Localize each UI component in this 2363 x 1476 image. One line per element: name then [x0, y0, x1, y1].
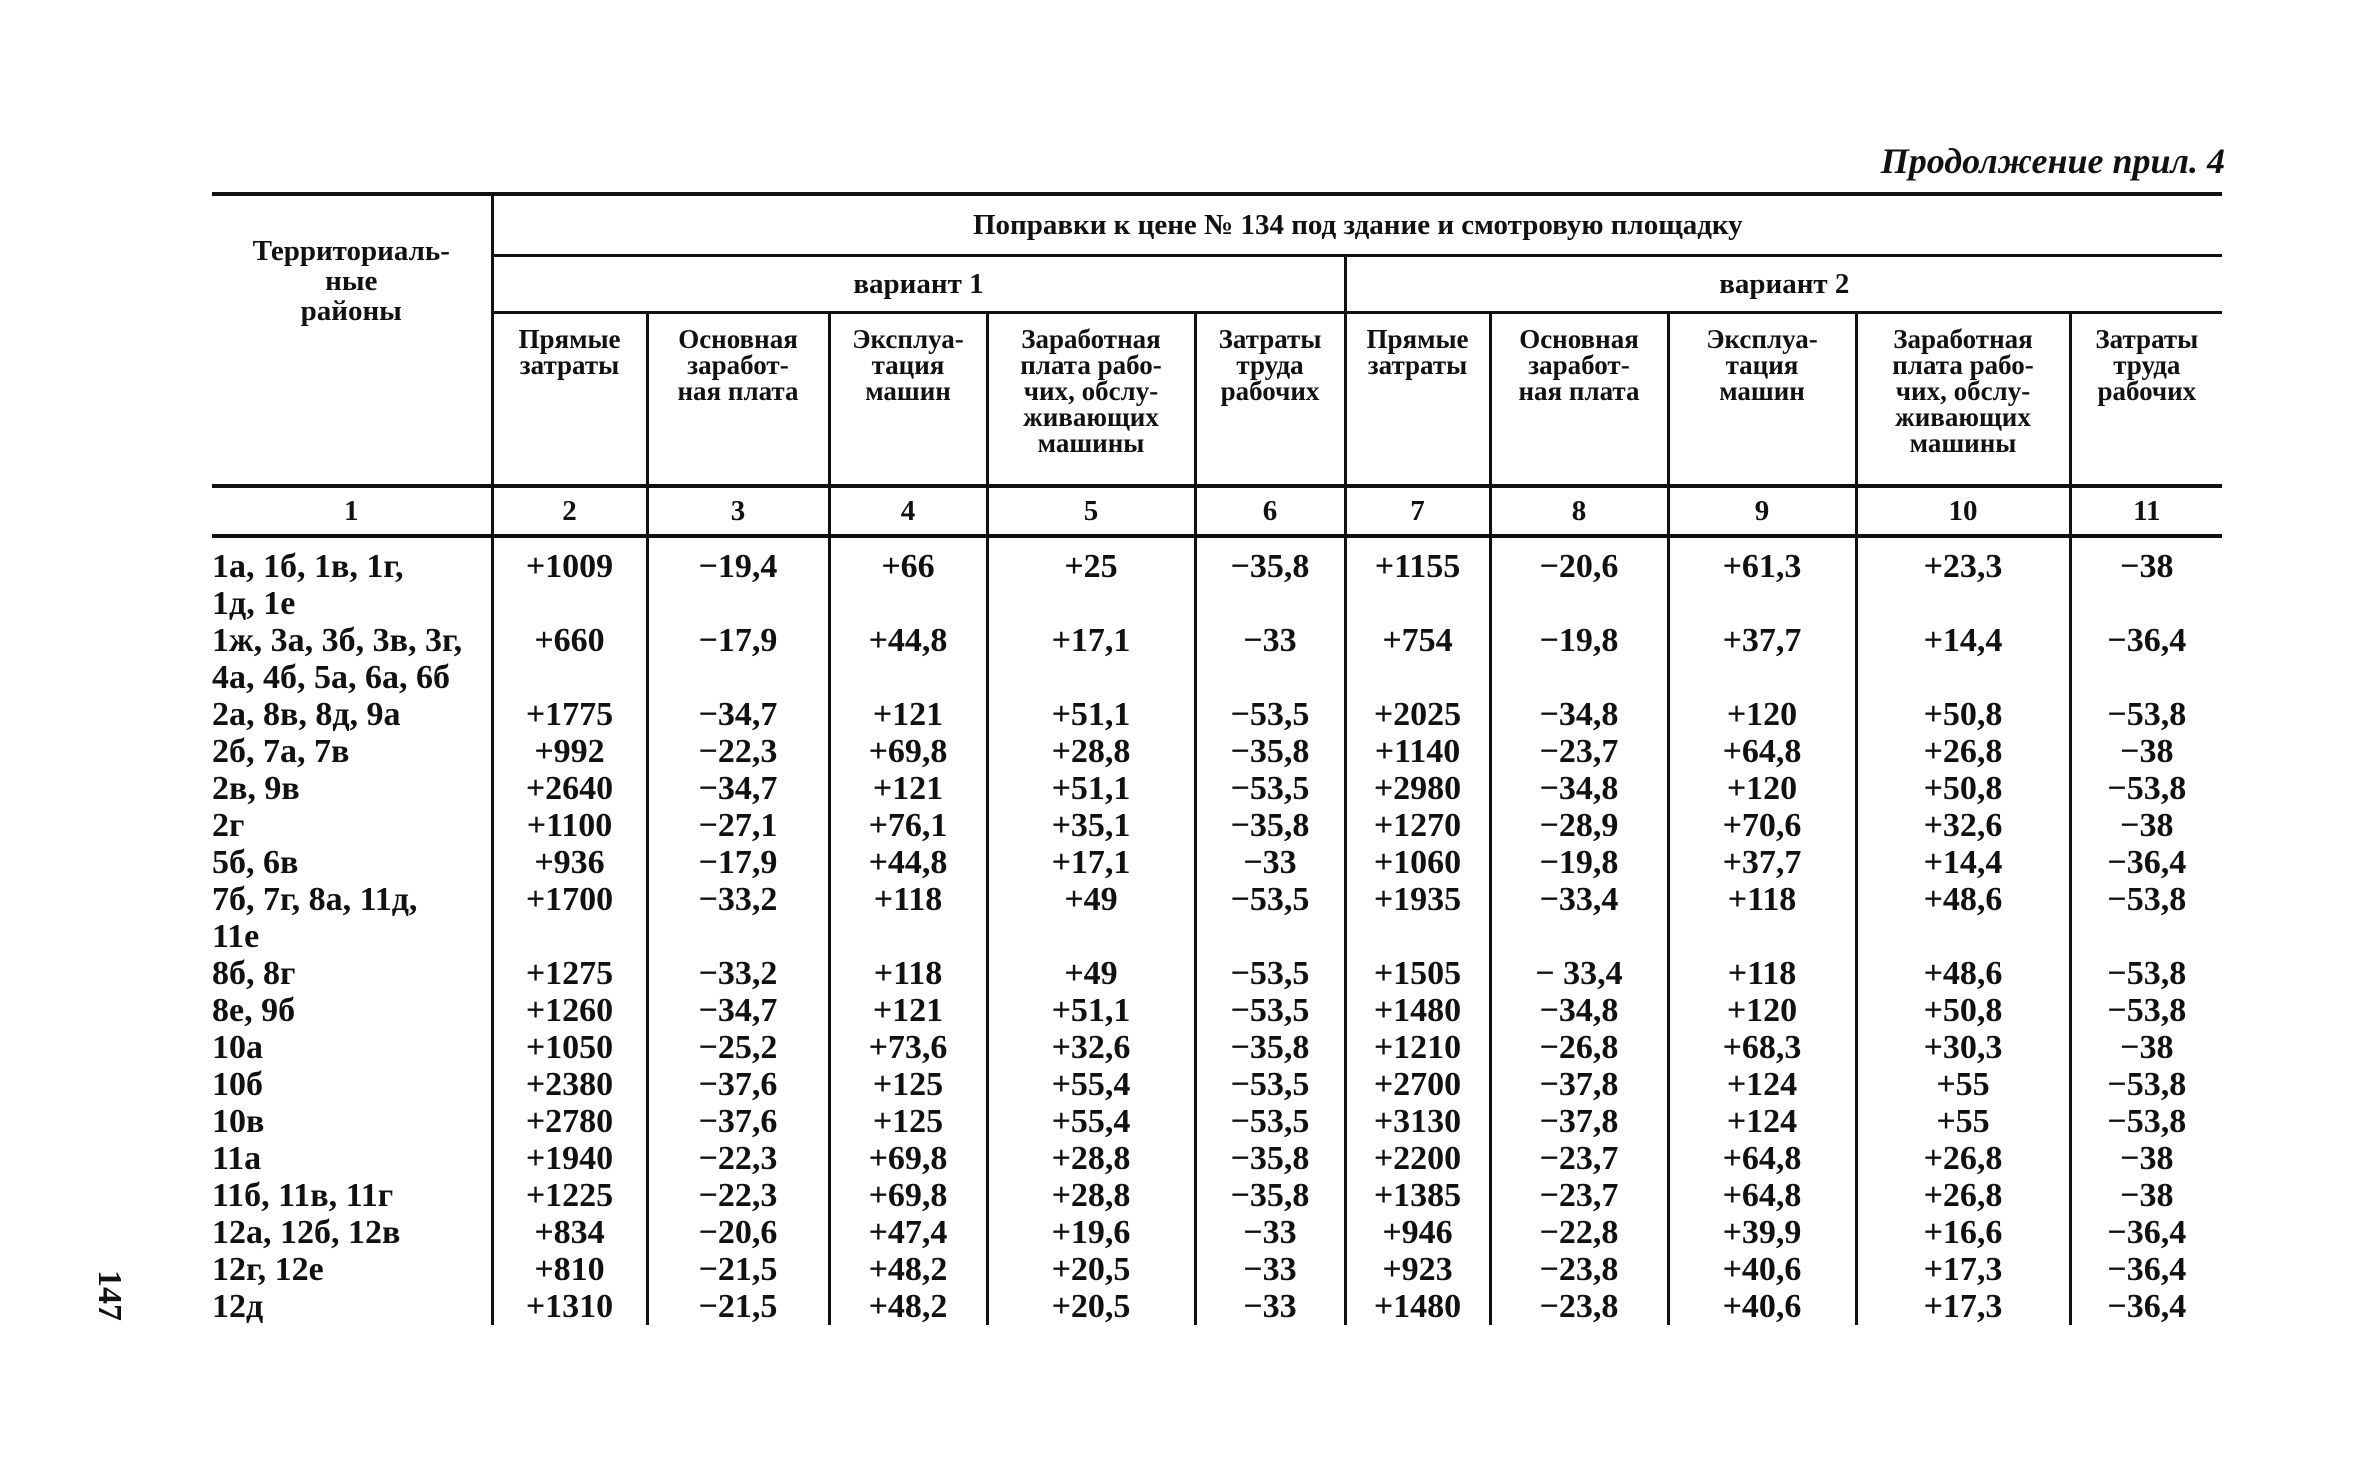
table-cell: −34,8 [1490, 696, 1668, 733]
table-cell: −53,8 [2070, 770, 2222, 807]
table-cell: −33,4 [1490, 881, 1668, 955]
variant2-header: вариант 2 [1345, 256, 2222, 313]
territory-name: 7б, 7г, 8а, 11д, 11е [212, 881, 418, 955]
table-row [212, 1066, 2222, 1103]
table-cell: −37,6 [647, 1103, 829, 1140]
table-cell: −53,5 [1195, 881, 1345, 955]
table-cell: −38 [2070, 733, 2222, 770]
table-cell: +124 [1668, 1066, 1856, 1103]
table-cell: +30,3 [1856, 1029, 2070, 1066]
variant1-header: вариант 1 [492, 256, 1345, 313]
table-cell: −20,6 [1490, 536, 1668, 622]
table-cell: +2980 [1345, 770, 1490, 807]
table-cell: +1270 [1345, 807, 1490, 844]
column-header: Прямые затраты [492, 313, 647, 487]
table-cell: +124 [1668, 1103, 1856, 1140]
table-cell: +121 [829, 696, 987, 733]
table-row [212, 1140, 2222, 1177]
territory-name: 10а [212, 1029, 263, 1066]
table-cell: −34,8 [1490, 992, 1668, 1029]
territory-name: 1а, 1б, 1в, 1г, 1д, 1е [212, 548, 404, 622]
table-cell: −21,5 [647, 1288, 829, 1325]
table-cell: +810 [492, 1251, 647, 1288]
column-header: Основная заработ- ная плата [1490, 313, 1668, 487]
table-row [212, 1288, 2222, 1325]
table-cell: +2780 [492, 1103, 647, 1140]
table-cell: −33,2 [647, 955, 829, 992]
column-number: 2 [492, 486, 647, 536]
table-cell: −35,8 [1195, 807, 1345, 844]
table-cell: −34,8 [1490, 770, 1668, 807]
table-cell: +64,8 [1668, 733, 1856, 770]
table-cell: +17,3 [1856, 1288, 2070, 1325]
table-cell: +68,3 [1668, 1029, 1856, 1066]
table-cell: −19,8 [1490, 622, 1668, 696]
column-number: 8 [1490, 486, 1668, 536]
table-cell: +69,8 [829, 1177, 987, 1214]
table-row [212, 770, 2222, 807]
column-number: 5 [987, 486, 1195, 536]
territory-name: 10в [212, 1103, 265, 1140]
table-cell: +1700 [492, 881, 647, 955]
table-cell: +26,8 [1856, 733, 2070, 770]
table-cell: +118 [1668, 881, 1856, 955]
table-cell: −33 [1195, 622, 1345, 696]
table-row [212, 696, 2222, 733]
table-cell: +992 [492, 733, 647, 770]
table-row [212, 1251, 2222, 1288]
table-cell: −22,3 [647, 1177, 829, 1214]
table-cell: +1060 [1345, 844, 1490, 881]
table-cell: −53,5 [1195, 992, 1345, 1029]
table-cell: +2640 [492, 770, 647, 807]
territory-name: 2а, 8в, 8д, 9а [212, 696, 401, 733]
table-cell: +40,6 [1668, 1251, 1856, 1288]
page-number: 147 [91, 1270, 128, 1321]
table-cell: +17,1 [987, 844, 1195, 881]
table-cell: −53,8 [2070, 1066, 2222, 1103]
table-cell: −53,8 [2070, 955, 2222, 992]
table-cell: +35,1 [987, 807, 1195, 844]
table-cell: −36,4 [2070, 1288, 2222, 1325]
table-cell: −19,8 [1490, 844, 1668, 881]
table-cell: +834 [492, 1214, 647, 1251]
table-cell: −36,4 [2070, 844, 2222, 881]
table-cell: +48,6 [1856, 955, 2070, 992]
table-cell: −27,1 [647, 807, 829, 844]
table-cell: +1210 [1345, 1029, 1490, 1066]
table-cell: +61,3 [1668, 536, 1856, 622]
table-cell: −35,8 [1195, 1177, 1345, 1214]
table-cell: +125 [829, 1066, 987, 1103]
table-row [212, 844, 2222, 881]
table-cell: +16,6 [1856, 1214, 2070, 1251]
table-row [212, 1103, 2222, 1140]
table-cell: −17,9 [647, 622, 829, 696]
table-cell: +66 [829, 536, 987, 622]
column-number: 3 [647, 486, 829, 536]
table-cell: −34,7 [647, 770, 829, 807]
table-cell: +69,8 [829, 1140, 987, 1177]
table-cell: −22,8 [1490, 1214, 1668, 1251]
table-cell: −36,4 [2070, 1214, 2222, 1251]
table-cell: −53,5 [1195, 1103, 1345, 1140]
territory-name: 12д [212, 1288, 264, 1325]
column-header: Затраты труда рабочих [1195, 313, 1345, 487]
table-cell: −35,8 [1195, 733, 1345, 770]
table-cell: −53,8 [2070, 696, 2222, 733]
table-cell: −20,6 [647, 1214, 829, 1251]
table-cell: +1775 [492, 696, 647, 733]
table-cell: +946 [1345, 1214, 1490, 1251]
table-cell: −23,7 [1490, 733, 1668, 770]
table-cell: −37,6 [647, 1066, 829, 1103]
column-header: Заработная плата рабо- чих, обслу- живающих машины [987, 313, 1195, 487]
table-cell: +923 [1345, 1251, 1490, 1288]
territory-name: 2б, 7а, 7в [212, 733, 350, 770]
table-cell: −37,8 [1490, 1066, 1668, 1103]
table-cell: +48,6 [1856, 881, 2070, 955]
table-cell: +1155 [1345, 536, 1490, 622]
table-cell: −33 [1195, 1214, 1345, 1251]
table-cell: −37,8 [1490, 1103, 1668, 1140]
table-cell: −23,7 [1490, 1140, 1668, 1177]
table-cell: +3130 [1345, 1103, 1490, 1140]
table-row [212, 992, 2222, 1029]
table-cell: +1385 [1345, 1177, 1490, 1214]
table-cell: −23,8 [1490, 1251, 1668, 1288]
territory-name: 12а, 12б, 12в [212, 1214, 401, 1251]
column-number: 9 [1668, 486, 1856, 536]
column-header: Затраты труда рабочих [2070, 313, 2222, 487]
table-cell: −38 [2070, 1029, 2222, 1066]
table-cell: −25,2 [647, 1029, 829, 1066]
table-cell: +17,1 [987, 622, 1195, 696]
table-cell: −35,8 [1195, 1029, 1345, 1066]
table-cell: −53,5 [1195, 955, 1345, 992]
table-row [212, 622, 2222, 696]
territory-name: 5б, 6в [212, 844, 299, 881]
table-cell: −35,8 [1195, 1140, 1345, 1177]
table-row [212, 1177, 2222, 1214]
territory-name: 10б [212, 1066, 263, 1103]
table-cell: −26,8 [1490, 1029, 1668, 1066]
table-cell: +1480 [1345, 992, 1490, 1029]
table-cell: −53,5 [1195, 1066, 1345, 1103]
table-cell: +1260 [492, 992, 647, 1029]
table-cell: +1480 [1345, 1288, 1490, 1325]
table-cell: +55,4 [987, 1066, 1195, 1103]
territory-name: 11а [212, 1140, 262, 1177]
territory-name: 12г, 12е [212, 1251, 324, 1288]
table-cell: +73,6 [829, 1029, 987, 1066]
table-cell: +2380 [492, 1066, 647, 1103]
table-cell: −53,5 [1195, 770, 1345, 807]
table-cell: −38 [2070, 536, 2222, 622]
table-cell: +55,4 [987, 1103, 1195, 1140]
table-cell: +28,8 [987, 1140, 1195, 1177]
table-cell: +1140 [1345, 733, 1490, 770]
table-cell: +48,2 [829, 1288, 987, 1325]
table-row [212, 536, 2222, 622]
column-header: Эксплуа- тация машин [829, 313, 987, 487]
territory-name: 11б, 11в, 11г [212, 1177, 394, 1214]
table-cell: +1310 [492, 1288, 647, 1325]
table-cell: +14,4 [1856, 622, 2070, 696]
table-row [212, 881, 2222, 955]
table-cell: +40,6 [1668, 1288, 1856, 1325]
table-cell: +25 [987, 536, 1195, 622]
table-cell: +50,8 [1856, 770, 2070, 807]
table-cell: +754 [1345, 622, 1490, 696]
column-number: 1 [212, 486, 492, 536]
column-number: 7 [1345, 486, 1490, 536]
table-cell: +660 [492, 622, 647, 696]
table-row [212, 955, 2222, 992]
continuation-label: Продолжение прил. 4 [1880, 141, 2225, 181]
table-cell: +1050 [492, 1029, 647, 1066]
table-cell: −38 [2070, 1140, 2222, 1177]
table-row [212, 807, 2222, 844]
table-cell: −19,4 [647, 536, 829, 622]
table-cell: +28,8 [987, 1177, 1195, 1214]
column-header: Прямые затраты [1345, 313, 1490, 487]
territory-name: 1ж, 3а, 3б, 3в, 3г, 4а, 4б, 5а, 6а, 6б [212, 622, 463, 696]
table-cell: −33 [1195, 1288, 1345, 1325]
column-number: 4 [829, 486, 987, 536]
table-cell: +55 [1856, 1103, 2070, 1140]
table-cell: +37,7 [1668, 622, 1856, 696]
table-cell: −53,5 [1195, 696, 1345, 733]
table-cell: +1275 [492, 955, 647, 992]
table-cell: −17,9 [647, 844, 829, 881]
table-cell: +48,2 [829, 1251, 987, 1288]
column-header: Эксплуа- тация машин [1668, 313, 1856, 487]
table-cell: +1505 [1345, 955, 1490, 992]
territory-name: 2в, 9в [212, 770, 300, 807]
table-cell: +26,8 [1856, 1140, 2070, 1177]
table-cell: +19,6 [987, 1214, 1195, 1251]
table-cell: +120 [1668, 992, 1856, 1029]
column-header: Основная заработ- ная плата [647, 313, 829, 487]
table-cell: −23,7 [1490, 1177, 1668, 1214]
table-cell: +120 [1668, 770, 1856, 807]
territory-name: 2г [212, 807, 245, 844]
table-cell: − 33,4 [1490, 955, 1668, 992]
table-cell: +44,8 [829, 844, 987, 881]
table-cell: +120 [1668, 696, 1856, 733]
table-cell: +76,1 [829, 807, 987, 844]
table-cell: +28,8 [987, 733, 1195, 770]
table-cell: +50,8 [1856, 696, 2070, 733]
table-cell: +51,1 [987, 696, 1195, 733]
column-number: 11 [2070, 486, 2222, 536]
table-cell: +118 [829, 955, 987, 992]
table-cell: +1100 [492, 807, 647, 844]
table-cell: +2200 [1345, 1140, 1490, 1177]
table-cell: +20,5 [987, 1251, 1195, 1288]
table-cell: +1940 [492, 1140, 647, 1177]
table-cell: +936 [492, 844, 647, 881]
table-cell: −38 [2070, 807, 2222, 844]
corrections-table [212, 192, 2222, 1325]
table-cell: +121 [829, 770, 987, 807]
table-cell: +23,3 [1856, 536, 2070, 622]
table-cell: +69,8 [829, 733, 987, 770]
table-cell: −53,8 [2070, 1103, 2222, 1140]
table-cell: −22,3 [647, 1140, 829, 1177]
table-cell: +50,8 [1856, 992, 2070, 1029]
table-cell: +26,8 [1856, 1177, 2070, 1214]
main-title: Поправки к цене № 134 под здание и смотровую площадку [492, 194, 2222, 256]
table-cell: +17,3 [1856, 1251, 2070, 1288]
table-cell: −36,4 [2070, 622, 2222, 696]
table-cell: +64,8 [1668, 1140, 1856, 1177]
column-number: 6 [1195, 486, 1345, 536]
table-cell: +37,7 [1668, 844, 1856, 881]
table-cell: +2025 [1345, 696, 1490, 733]
table-cell: −34,7 [647, 696, 829, 733]
table-cell: +1935 [1345, 881, 1490, 955]
table-cell: +1225 [492, 1177, 647, 1214]
table-cell: +39,9 [1668, 1214, 1856, 1251]
table-row [212, 1029, 2222, 1066]
table-cell: −35,8 [1195, 536, 1345, 622]
table-cell: +121 [829, 992, 987, 1029]
table-cell: −33,2 [647, 881, 829, 955]
table-cell: −36,4 [2070, 1251, 2222, 1288]
column-number: 10 [1856, 486, 2070, 536]
table-cell: −23,8 [1490, 1288, 1668, 1325]
territory-name: 8е, 9б [212, 992, 296, 1029]
column-header: Заработная плата рабо- чих, обслу- живающих машины [1856, 313, 2070, 487]
table-cell: +70,6 [1668, 807, 1856, 844]
table-cell: +49 [987, 881, 1195, 955]
table-cell: +64,8 [1668, 1177, 1856, 1214]
table-cell: −28,9 [1490, 807, 1668, 844]
table-cell: +2700 [1345, 1066, 1490, 1103]
table-row [212, 1214, 2222, 1251]
table-cell: +51,1 [987, 770, 1195, 807]
table-cell: +118 [1668, 955, 1856, 992]
table-cell: −33 [1195, 1251, 1345, 1288]
table-cell: −38 [2070, 1177, 2222, 1214]
table-cell: +20,5 [987, 1288, 1195, 1325]
table-row [212, 733, 2222, 770]
table-cell: +118 [829, 881, 987, 955]
table-cell: +47,4 [829, 1214, 987, 1251]
table-cell: −34,7 [647, 992, 829, 1029]
table-cell: +55 [1856, 1066, 2070, 1103]
table-cell: +51,1 [987, 992, 1195, 1029]
table-cell: −33 [1195, 844, 1345, 881]
table-cell: +32,6 [987, 1029, 1195, 1066]
table-cell: +125 [829, 1103, 987, 1140]
territory-name: 8б, 8г [212, 955, 296, 992]
table-cell: +14,4 [1856, 844, 2070, 881]
table-cell: −22,3 [647, 733, 829, 770]
table-cell: +44,8 [829, 622, 987, 696]
territory-header: Территориаль- ные районы [252, 235, 450, 327]
table-cell: +1009 [492, 536, 647, 622]
table-cell: −21,5 [647, 1251, 829, 1288]
table-cell: −53,8 [2070, 992, 2222, 1029]
table-cell: +49 [987, 955, 1195, 992]
table-cell: +32,6 [1856, 807, 2070, 844]
table-cell: −53,8 [2070, 881, 2222, 955]
